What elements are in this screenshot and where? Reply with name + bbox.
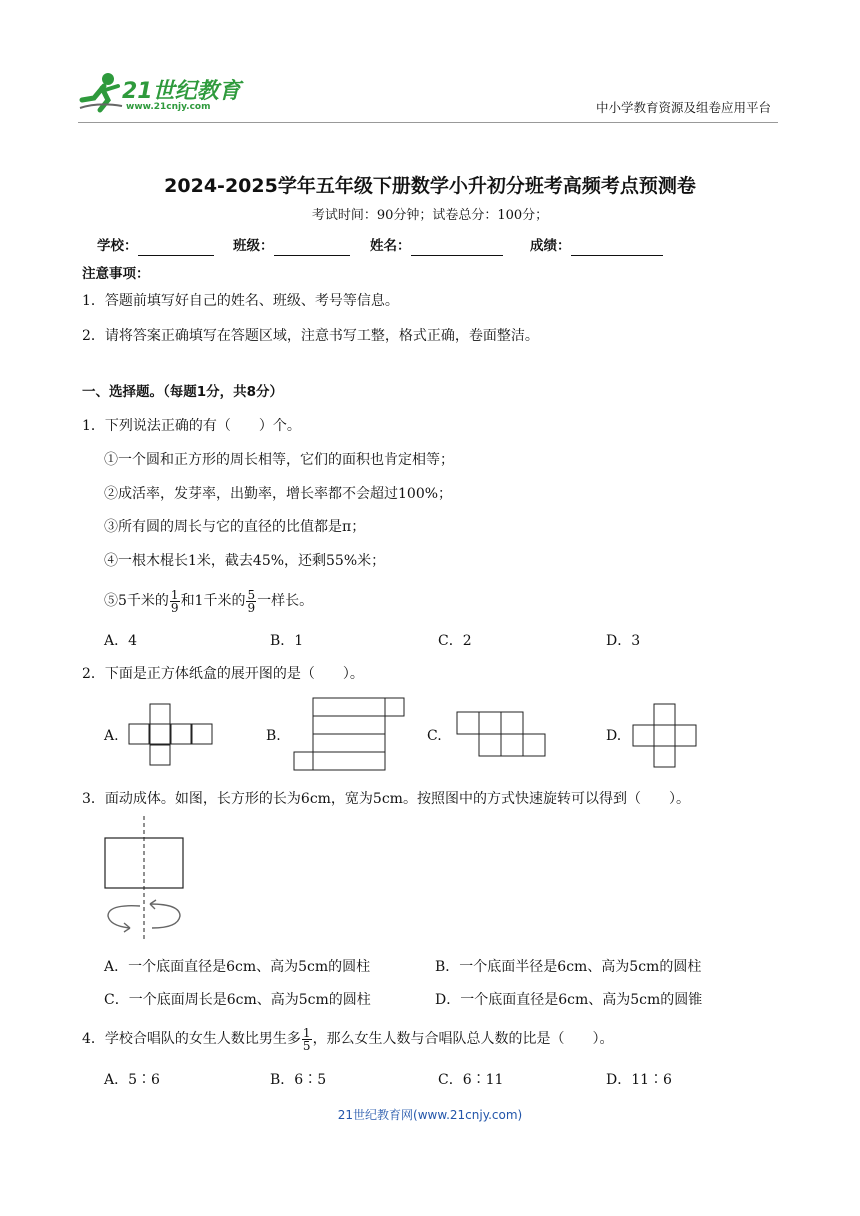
q3-option-d[interactable]: D．一个底面直径是6cm、高为5cm的圆锥 bbox=[435, 992, 703, 1008]
q1-item5-part-c: 一样长。 bbox=[257, 593, 314, 609]
fraction-denominator: 9 bbox=[247, 600, 256, 615]
q2-label-d[interactable]: D. bbox=[606, 728, 622, 744]
q3-option-b[interactable]: B．一个底面半径是6cm、高为5cm的圆柱 bbox=[435, 959, 702, 975]
net-diagram-c bbox=[456, 711, 556, 761]
runner-icon bbox=[78, 70, 124, 114]
q3-stem: 3．面动成体。如图，长方形的长为6cm，宽为5cm。按照图中的方式快速旋转可以得到（ ）。 bbox=[82, 791, 690, 807]
platform-name: 中小学教育资源及组卷应用平台 bbox=[596, 100, 772, 115]
exam-info: 考试时间：90分钟；试卷总分：100分； bbox=[311, 208, 549, 223]
notice-heading: 注意事项： bbox=[82, 266, 150, 282]
q2-label-b[interactable]: B. bbox=[266, 728, 281, 744]
field-name bbox=[370, 236, 503, 256]
logo-text: 21世纪教育 bbox=[122, 79, 241, 104]
q1-stem: 1．下列说法正确的有（ ）个。 bbox=[82, 418, 301, 434]
q1-item-2: ②成活率，发芽率，出勤率，增长率都不会超过100%； bbox=[104, 486, 453, 502]
field-school bbox=[97, 236, 214, 256]
score-blank[interactable] bbox=[571, 241, 663, 256]
net-diagram-b bbox=[293, 697, 413, 777]
q1-item-5 bbox=[104, 586, 313, 616]
fraction-denominator: 5 bbox=[302, 1038, 311, 1053]
net-diagram-d bbox=[632, 703, 712, 773]
q4-option-d[interactable]: D．11∶6 bbox=[606, 1072, 672, 1088]
field-school-label: 学校： bbox=[97, 238, 138, 254]
q1-item-3: ③所有圆的周长与它的直径的比值都是π； bbox=[104, 519, 366, 535]
class-blank[interactable] bbox=[274, 241, 350, 256]
field-name-label: 姓名： bbox=[370, 238, 411, 254]
name-blank[interactable] bbox=[411, 241, 503, 256]
field-score bbox=[530, 236, 663, 256]
notice-item-1: 1．答题前填写好自己的姓名、班级、考号等信息。 bbox=[82, 293, 399, 309]
q4-option-a[interactable]: A．5∶6 bbox=[104, 1072, 160, 1088]
q4-option-b[interactable]: B．6∶5 bbox=[270, 1072, 327, 1088]
net-diagram-a bbox=[128, 703, 218, 773]
q1-option-c[interactable]: C．2 bbox=[438, 633, 472, 649]
q3-option-a[interactable]: A．一个底面直径是6cm、高为5cm的圆柱 bbox=[104, 959, 371, 975]
fraction-1-5 bbox=[302, 1027, 312, 1052]
q1-item-4: ④一根木棍长1米，截去45%，还剩55%米； bbox=[104, 553, 386, 569]
fraction-numerator: 1 bbox=[170, 587, 179, 602]
rotation-diagram bbox=[100, 816, 190, 946]
q4-stem bbox=[82, 1024, 614, 1054]
q4-stem-part-a: 4．学校合唱队的女生人数比男生多 bbox=[82, 1031, 301, 1047]
q1-option-a[interactable]: A．4 bbox=[104, 633, 138, 649]
section-heading: 一、选择题。（每题1分，共8分） bbox=[82, 384, 284, 400]
field-class bbox=[233, 236, 350, 256]
fraction-denominator: 9 bbox=[170, 600, 179, 615]
q1-item5-part-b: 和1千米的 bbox=[180, 593, 246, 609]
q4-option-c[interactable]: C．6∶11 bbox=[438, 1072, 504, 1088]
footer-link[interactable]: 21世纪教育网(www.21cnjy.com) bbox=[337, 1108, 523, 1122]
q1-item5-part-a: ⑤5千米的 bbox=[104, 593, 169, 609]
fraction-1-9 bbox=[170, 589, 180, 614]
field-score-label: 成绩： bbox=[530, 238, 571, 254]
q2-label-a[interactable]: A. bbox=[104, 728, 119, 744]
header-rule bbox=[78, 122, 778, 123]
page-title: 2024-2025学年五年级下册数学小升初分班考高频考点预测卷 bbox=[164, 175, 696, 197]
fraction-numerator: 5 bbox=[247, 587, 256, 602]
q1-item-1: ①一个圆和正方形的周长相等，它们的面积也肯定相等； bbox=[104, 452, 454, 468]
q1-option-d[interactable]: D．3 bbox=[606, 633, 641, 649]
fraction-numerator: 1 bbox=[302, 1025, 311, 1040]
q1-option-b[interactable]: B．1 bbox=[270, 633, 304, 649]
q2-stem: 2．下面是正方体纸盒的展开图的是（ ）。 bbox=[82, 666, 364, 682]
logo-url: www.21cnjy.com bbox=[126, 102, 211, 112]
q2-label-c[interactable]: C. bbox=[427, 728, 442, 744]
logo bbox=[78, 70, 248, 116]
notice-item-2: 2．请将答案正确填写在答题区域，注意书写工整，格式正确，卷面整洁。 bbox=[82, 328, 539, 344]
field-class-label: 班级： bbox=[233, 238, 274, 254]
q4-stem-part-b: ，那么女生人数与合唱队总人数的比是（ ）。 bbox=[312, 1031, 614, 1047]
q3-option-c[interactable]: C．一个底面周长是6cm、高为5cm的圆柱 bbox=[104, 992, 371, 1008]
fraction-5-9 bbox=[246, 589, 256, 614]
school-blank[interactable] bbox=[138, 241, 214, 256]
